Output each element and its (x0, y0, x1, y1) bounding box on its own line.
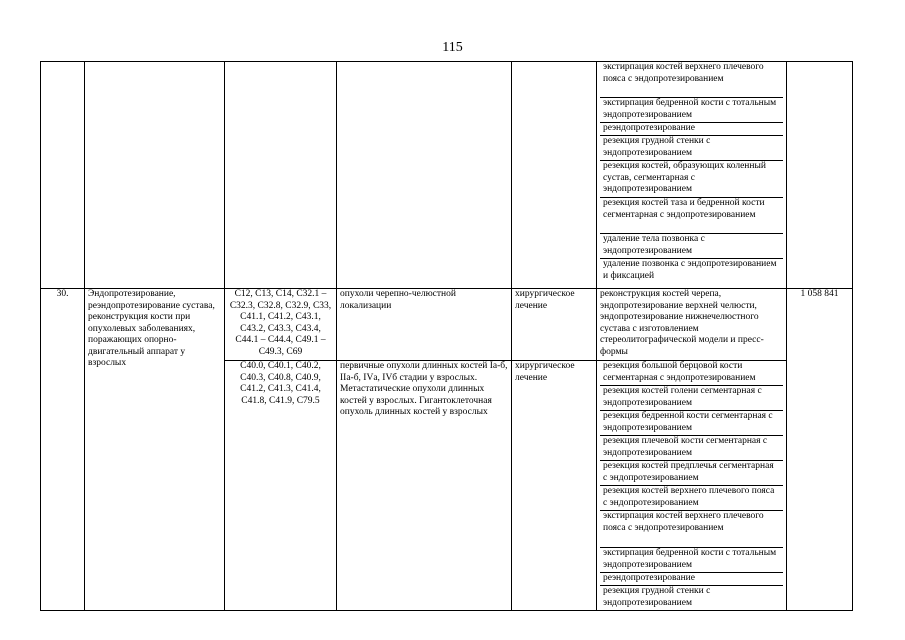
cell-treatment (512, 62, 597, 289)
cell-number (41, 62, 85, 289)
cell-codes (225, 62, 337, 289)
row-name: Эндопротезирование, реэндопротезирование сустава, реконструкция кости при опухолевых заболеваниях, поражающих опорно-двигательный аппарат у взрослых (85, 289, 225, 611)
method-item: резекция большой берцовой кости сегментарная с эндопротезированием (600, 361, 783, 386)
patient-model: первичные опухоли длинных костей Iа-б, IIа-б, IVа, IVб стадии у взрослых. Метастатические опухоли длинных костей у взрослых. Гигантоклеточная опухоль длинных костей у взрослых (337, 361, 512, 611)
tariff: 1 058 841 (787, 289, 853, 611)
method-item: резекция костей, образующих коленный сустав, сегментарная с эндопротезированием (600, 161, 783, 198)
method-item: резекция костей голени сегментарная с эндопротезированием (600, 386, 783, 411)
method-item: резекция грудной стенки с эндопротезированием (600, 136, 783, 161)
cell-model (337, 62, 512, 289)
method-item: удаление тела позвонка с эндопротезированием (600, 234, 783, 259)
method-item: резекция грудной стенки с эндопротезированием (603, 586, 711, 608)
method-item: резекция костей таза и бедренной кости сегментарная с эндопротезированием (600, 198, 783, 234)
method-item: резекция костей предплечья сегментарная с эндопротезированием (600, 461, 783, 486)
icd-codes: C40.0, C40.1, C40.2, C40.3, C40.8, C40.9, C41.2, C41.3, C41.4, C41.8, C41.9, C79.5 (225, 361, 337, 611)
continuation-row (41, 62, 853, 289)
cell-methods (597, 361, 787, 611)
method-item: экстирпация костей верхнего плечевого пояса с эндопротезированием (600, 511, 783, 548)
cell-name (85, 62, 225, 289)
method-item: реэндопротезирование (600, 573, 783, 586)
cell-methods (597, 62, 787, 289)
row-number: 30. (41, 289, 85, 611)
method-item: экстирпация костей верхнего плечевого пояса с эндопротезированием (600, 62, 783, 98)
procedures-table (40, 61, 853, 611)
treatment-type: хирургическое лечение (512, 361, 597, 611)
cell-tariff (787, 62, 853, 289)
method-item: экстирпация бедренной кости с тотальным эндопротезированием (600, 548, 783, 573)
method-item: экстирпация бедренной кости с тотальным эндопротезированием (600, 98, 783, 123)
method-item: удаление позвонка с эндопротезированием и фиксацией (603, 259, 777, 281)
method-item: реэндопротезирование (600, 123, 783, 136)
patient-model: опухоли черепно-челюстной локализации (337, 289, 512, 361)
method-item: резекция костей верхнего плечевого пояса с эндопротезированием (600, 486, 783, 511)
treatment-method: реконструкция костей черепа, эндопротезирование верхней челюсти, эндопротезирование нижнечелюстного сустава с изготовлением стереолитографической модели и пресс-формы (597, 289, 787, 361)
row-30-a (41, 289, 853, 361)
method-item: резекция плечевой кости сегментарная с эндопротезированием (600, 436, 783, 461)
method-item: резекция бедренной кости сегментарная с эндопротезированием (600, 411, 783, 436)
treatment-type: хирургическое лечение (512, 289, 597, 361)
icd-codes: C12, C13, C14, C32.1 – C32.3, C32.8, C32.9, C33, C41.1, C41.2, C43.1, C43.2, C43.3, C43.4, C44.1 – C44.4, C49.1 – C49.3, C69 (225, 289, 337, 361)
page-number: 115 (442, 40, 463, 55)
